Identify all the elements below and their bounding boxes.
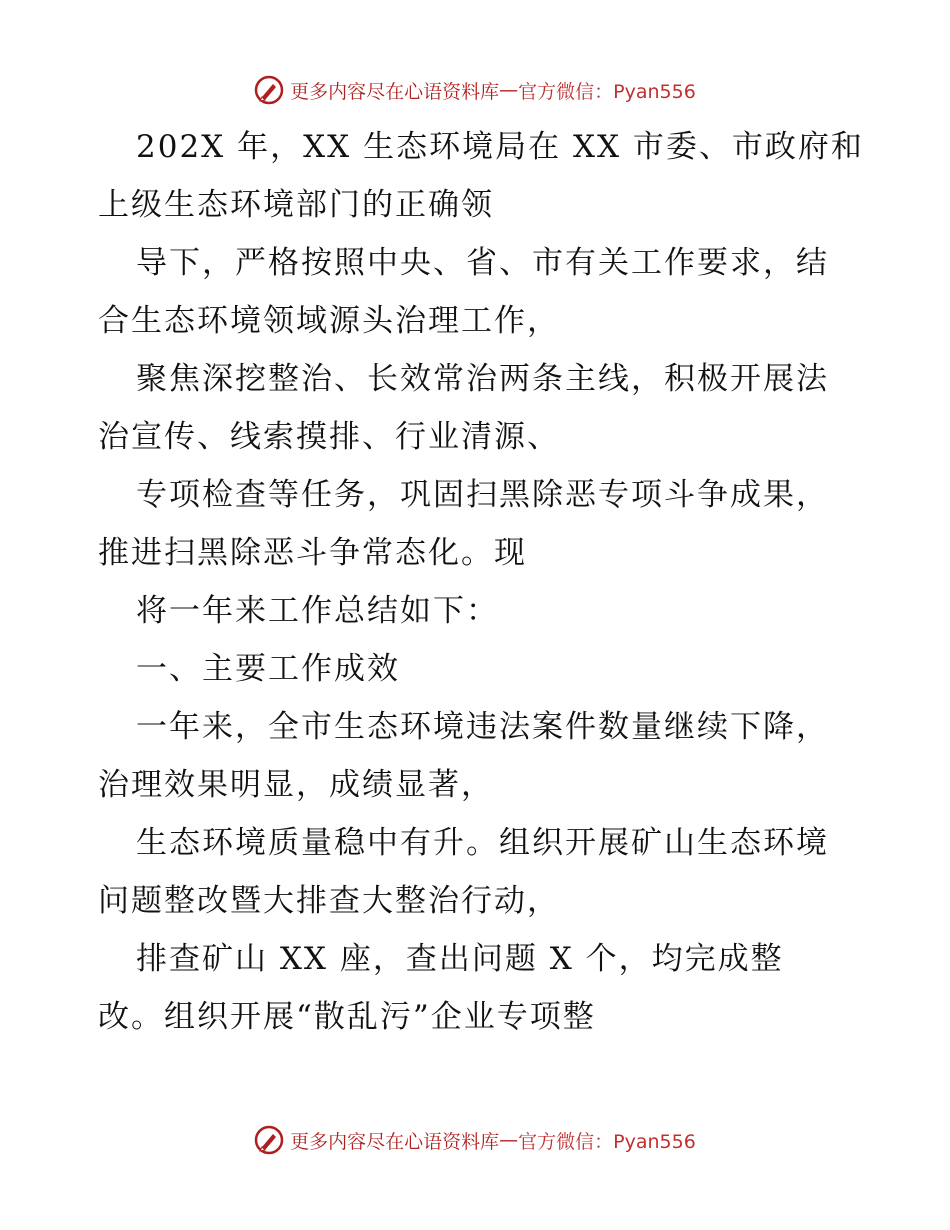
text-line: 生态环境质量稳中有升。组织开展矿山生态环境 xyxy=(136,825,829,861)
text-line: 专项检查等任务，巩固扫黑除恶专项斗争成果， xyxy=(136,477,829,513)
pen-logo-icon xyxy=(254,1125,284,1155)
text-line: 上级生态环境部门的正确领 xyxy=(98,187,494,223)
text-line: 排查矿山 XX 座，查出问题 X 个，均完成整 xyxy=(136,941,784,977)
text-line: 聚焦深挖整治、长效常治两条主线，积极开展法 xyxy=(136,361,829,397)
separator: — xyxy=(499,79,519,101)
footer-watermark xyxy=(0,1122,950,1158)
wechat-text: 官方微信：Pyan556 xyxy=(518,80,696,103)
text-line: 推进扫黑除恶斗争常态化。现 xyxy=(98,535,527,571)
text-line: 改。组织开展“散乱污”企业专项整 xyxy=(98,999,596,1035)
text-line: 一、主要工作成效 xyxy=(136,651,400,687)
text-line: 治宣传、线索摸排、行业清源、 xyxy=(98,419,560,455)
document-body xyxy=(98,118,864,1046)
brand-text: 更多内容尽在心语资料库 xyxy=(290,1130,500,1153)
header-watermark xyxy=(0,72,950,108)
text-line: 一年来，全市生态环境违法案件数量继续下降， xyxy=(136,709,829,745)
text-line: 导下，严格按照中央、省、市有关工作要求，结 xyxy=(136,245,829,281)
brand-text: 更多内容尽在心语资料库 xyxy=(290,80,500,103)
text-line: 将一年来工作总结如下： xyxy=(136,593,499,629)
separator: — xyxy=(499,1129,519,1151)
text-line: 治理效果明显，成绩显著， xyxy=(98,767,494,803)
text-line: 问题整改暨大排查大整治行动， xyxy=(98,883,560,919)
text-line: 合生态环境领域源头治理工作， xyxy=(98,303,560,339)
wechat-text: 官方微信：Pyan556 xyxy=(518,1130,696,1153)
text-line: 202X 年，XX 生态环境局在 XX 市委、市政府和 xyxy=(136,129,864,165)
pen-logo-icon xyxy=(254,75,284,105)
